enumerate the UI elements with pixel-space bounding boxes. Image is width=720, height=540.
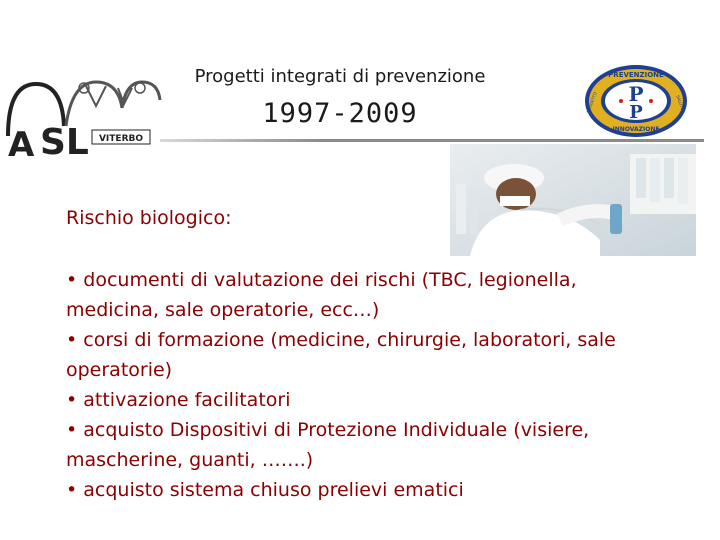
list-item (66, 415, 666, 475)
list-item (66, 325, 666, 385)
badge-text-left: PROGETTO (585, 91, 598, 114)
badge-text-right: SALUTE (675, 94, 686, 111)
bullet-list (66, 265, 666, 505)
badge-text-bottom: INNOVAZIONE (612, 126, 660, 133)
list-item (66, 475, 666, 505)
header-divider (160, 139, 704, 142)
asl-viterbo-logo (2, 68, 162, 160)
list-item (66, 265, 666, 325)
bullet-icon: • (66, 269, 78, 291)
header-subtitle: Progetti integrati di prevenzione (194, 66, 486, 87)
badge-monogram-top: P (628, 82, 644, 106)
list-item (66, 385, 666, 415)
logo-letter-a: A (8, 125, 35, 160)
bullet-text: acquisto Dispositivi di Protezione Individuale (visiere, mascherine, guanti, …….) (66, 419, 590, 471)
badge-text-top: PREVENZIONE (608, 71, 664, 79)
bullet-text: acquisto sistema chiuso prelievi ematici (83, 479, 464, 501)
bullet-text: corsi di formazione (medicine, chirurgie, laboratori, sale operatorie) (66, 329, 616, 381)
bullet-icon: • (66, 389, 78, 411)
bullet-text: attivazione facilitatori (83, 389, 291, 411)
bullet-icon: • (66, 479, 78, 501)
prevenzione-badge (583, 63, 689, 139)
bullet-icon: • (66, 329, 78, 351)
header-years: 1997-2009 (262, 98, 418, 129)
badge-monogram-bottom: P (629, 102, 643, 123)
bullet-icon: • (66, 419, 78, 441)
lab-worker-photo (450, 144, 696, 256)
logo-viterbo: VITERBO (98, 134, 144, 144)
section-title: Rischio biologico: (66, 207, 232, 229)
bullet-text: documenti di valutazione dei rischi (TBC, legionella, medicina, sale operatorie, ecc…) (66, 269, 577, 321)
logo-letters-sl: SL (40, 122, 89, 160)
